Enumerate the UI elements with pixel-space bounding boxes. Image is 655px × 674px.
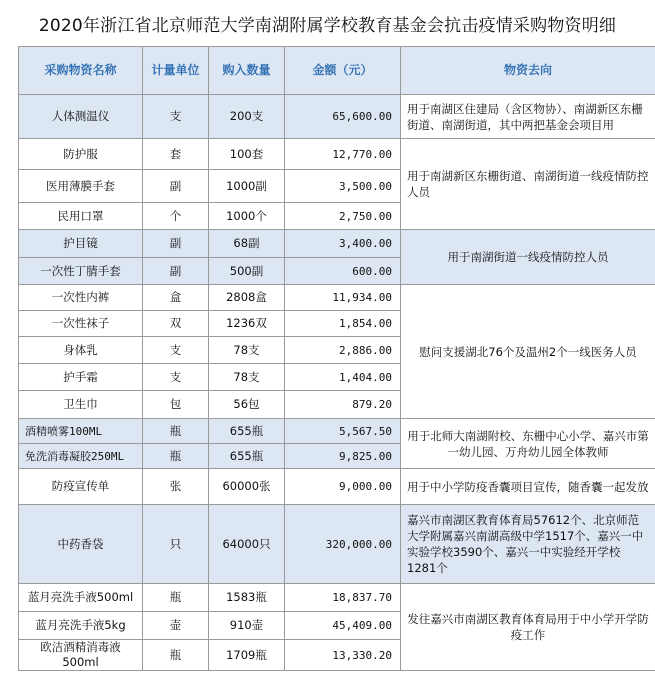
cell-amount: 2,886.00 [285,337,401,364]
cell-unit: 副 [143,170,209,203]
cell-qty: 200支 [209,95,285,139]
cell-unit: 个 [143,203,209,230]
table-row [19,419,655,444]
cell-unit: 只 [143,505,209,584]
table-row [19,95,655,139]
cell-name: 一次性袜子 [19,311,143,337]
cell-amount: 1,404.00 [285,364,401,391]
cell-unit: 支 [143,95,209,139]
cell-unit: 瓶 [143,640,209,671]
procurement-table [18,46,655,671]
cell-unit: 副 [143,230,209,258]
header-qty: 购入数量 [209,47,285,95]
cell-unit: 支 [143,364,209,391]
cell-amount: 9,000.00 [285,469,401,505]
table-row [19,139,655,170]
cell-name: 蓝月亮洗手液500ml [19,584,143,612]
cell-amount: 2,750.00 [285,203,401,230]
cell-qty: 655瓶 [209,444,285,469]
cell-amount: 879.20 [285,391,401,419]
cell-amount: 320,000.00 [285,505,401,584]
cell-dest: 用于中小学防疫香囊项目宣传，随香囊一起发放 [401,469,655,505]
cell-name: 人体测温仪 [19,95,143,139]
cell-amount: 12,770.00 [285,139,401,170]
cell-name: 一次性内裤 [19,285,143,311]
cell-amount: 45,409.00 [285,612,401,640]
sheet-title: 2020年浙江省北京师范大学南湖附属学校教育基金会抗击疫情采购物资明细 [38,15,617,36]
cell-name: 民用口罩 [19,203,143,230]
cell-amount: 1,854.00 [285,311,401,337]
cell-unit: 张 [143,469,209,505]
cell-name: 蓝月亮洗手液5kg [19,612,143,640]
cell-unit: 瓶 [143,584,209,612]
cell-qty: 1583瓶 [209,584,285,612]
cell-dest: 嘉兴市南湖区教育体育局57612个、北京师范大学附属嘉兴南湖高级中学1517个、嘉兴一中实验学校3590个、嘉兴一中实验经开学校1281个 [401,505,655,584]
cell-unit: 壶 [143,612,209,640]
cell-qty: 655瓶 [209,419,285,444]
header-amount: 金额（元） [285,47,401,95]
cell-unit: 盒 [143,285,209,311]
cell-dest: 用于南湖新区东栅街道、南湖街道一线疫情防控人员 [401,139,655,230]
cell-unit: 双 [143,311,209,337]
header-dest: 物资去向 [401,47,655,95]
cell-qty: 500副 [209,258,285,285]
cell-name: 卫生巾 [19,391,143,419]
cell-qty: 64000只 [209,505,285,584]
cell-name: 护目镜 [19,230,143,258]
cell-qty: 60000张 [209,469,285,505]
cell-amount: 65,600.00 [285,95,401,139]
table-row [19,505,655,584]
table-row [19,584,655,612]
cell-unit: 瓶 [143,444,209,469]
cell-dest: 发往嘉兴市南湖区教育体育局用于中小学开学防疫工作 [401,584,655,671]
cell-dest: 用于南湖街道一线疫情防控人员 [401,230,655,285]
cell-qty: 56包 [209,391,285,419]
cell-qty: 1000个 [209,203,285,230]
cell-name: 欧洁酒精消毒液500ml [19,640,143,671]
cell-amount: 5,567.50 [285,419,401,444]
cell-qty: 1000副 [209,170,285,203]
cell-dest: 用于北师大南湖附校、东栅中心小学、嘉兴市第一幼儿园、万舟幼儿园全体教师 [401,419,655,469]
cell-qty: 78支 [209,337,285,364]
header-name: 采购物资名称 [19,47,143,95]
cell-name: 一次性丁腈手套 [19,258,143,285]
cell-unit: 瓶 [143,419,209,444]
cell-name: 防疫宣传单 [19,469,143,505]
cell-name: 中药香袋 [19,505,143,584]
table-row [19,285,655,311]
header-row [19,47,655,95]
cell-unit: 支 [143,337,209,364]
cell-qty: 78支 [209,364,285,391]
cell-name: 身体乳 [19,337,143,364]
cell-qty: 68副 [209,230,285,258]
cell-name: 医用薄膜手套 [19,170,143,203]
cell-unit: 包 [143,391,209,419]
cell-dest: 慰问支援湖北76个及温州2个一线医务人员 [401,285,655,419]
cell-name: 免洗消毒凝胶250ML [19,444,143,469]
cell-amount: 13,330.20 [285,640,401,671]
cell-name: 护手霜 [19,364,143,391]
cell-qty: 1709瓶 [209,640,285,671]
cell-qty: 910壶 [209,612,285,640]
cell-unit: 套 [143,139,209,170]
header-unit: 计量单位 [143,47,209,95]
cell-name: 酒精喷雾100ML [19,419,143,444]
cell-amount: 18,837.70 [285,584,401,612]
table-row [19,230,655,258]
cell-qty: 2808盒 [209,285,285,311]
cell-amount: 3,400.00 [285,230,401,258]
cell-unit: 副 [143,258,209,285]
table-row [19,469,655,505]
cell-amount: 9,825.00 [285,444,401,469]
cell-amount: 3,500.00 [285,170,401,203]
cell-amount: 11,934.00 [285,285,401,311]
cell-dest: 用于南湖区住建局（含区物协）、南湖新区东栅街道、南湖街道，其中两把基金会项目用 [401,95,655,139]
cell-qty: 1236双 [209,311,285,337]
cell-name: 防护服 [19,139,143,170]
cell-amount: 600.00 [285,258,401,285]
cell-qty: 100套 [209,139,285,170]
